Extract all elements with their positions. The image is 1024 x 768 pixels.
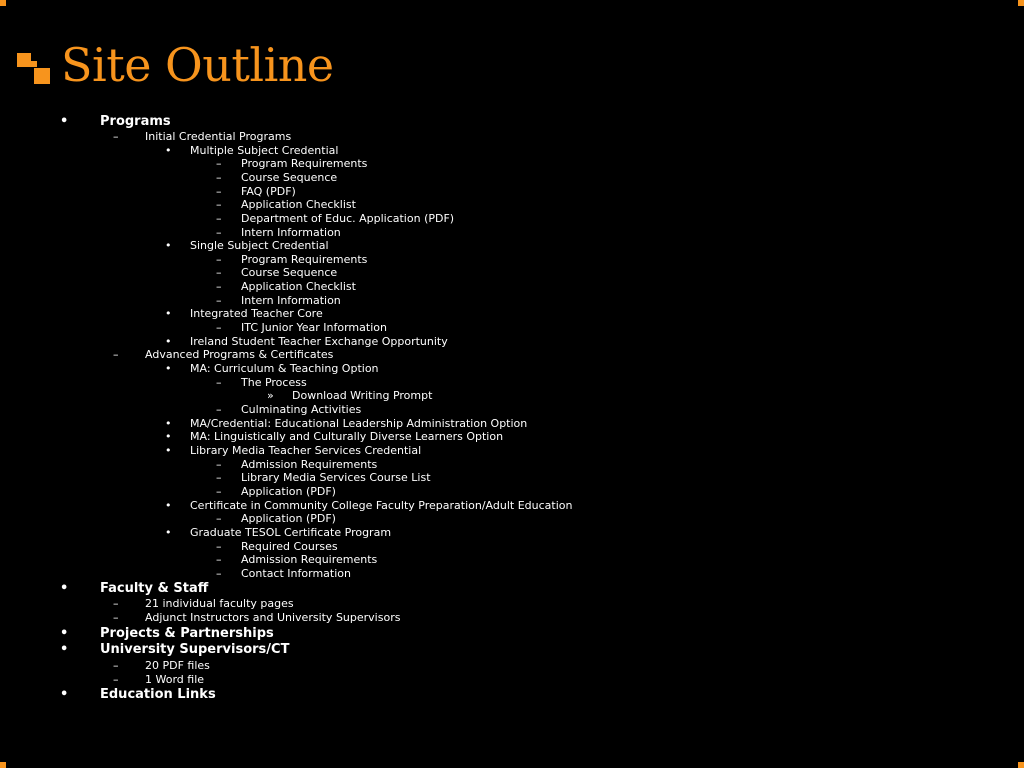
bullet-icon: • — [60, 114, 69, 129]
bullet-icon: • — [165, 417, 172, 430]
outline-item-label: Faculty & Staff — [100, 581, 209, 596]
outline-item-label: MA/Credential: Educational Leadership Administration Option — [190, 417, 528, 430]
outline-item-label: Graduate TESOL Certificate Program — [190, 526, 392, 539]
outline-item-label: Single Subject Credential — [190, 239, 329, 252]
outline-item-label: Intern Information — [241, 294, 341, 307]
dash-icon: – — [216, 321, 222, 334]
bullet-icon: • — [165, 526, 172, 539]
dash-icon: – — [113, 348, 119, 361]
bullet-icon: • — [165, 444, 172, 457]
dash-icon: – — [216, 253, 222, 266]
outline-item-label: MA: Curriculum & Teaching Option — [190, 362, 379, 375]
outline-item-label: Integrated Teacher Core — [190, 307, 323, 320]
bullet-icon: • — [165, 499, 172, 512]
outline-item-label: 20 PDF files — [145, 659, 210, 672]
outline-item-label: Programs — [100, 114, 171, 129]
outline-item-label: Department of Educ. Application (PDF) — [241, 212, 455, 225]
outline-item-label: Application Checklist — [241, 198, 356, 211]
outline-item-label: Education Links — [100, 687, 216, 702]
dash-icon: – — [216, 266, 222, 279]
outline-item-label: Ireland Student Teacher Exchange Opportunity — [190, 335, 448, 348]
dash-icon: – — [216, 485, 222, 498]
outline-item-label: Download Writing Prompt — [292, 389, 433, 402]
outline-item-label: Certificate in Community College Faculty Preparation/Adult Education — [190, 499, 573, 512]
outline-item-label: Application Checklist — [241, 280, 356, 293]
outline-item-label: Intern Information — [241, 226, 341, 239]
outline-item-label: University Supervisors/CT — [100, 642, 290, 657]
bullet-icon: • — [165, 144, 172, 157]
dash-icon: – — [216, 198, 222, 211]
bullet-icon: • — [165, 307, 172, 320]
outline-item-label: MA: Linguistically and Culturally Diverse Learners Option — [190, 430, 504, 443]
outline-item-label: 21 individual faculty pages — [145, 597, 294, 610]
bullet-icon: • — [60, 626, 69, 641]
outline-item-label: Admission Requirements — [241, 458, 378, 471]
dash-icon: – — [216, 403, 222, 416]
dash-icon: – — [113, 659, 119, 672]
outline-item-label: Admission Requirements — [241, 553, 378, 566]
outline-item-label: Program Requirements — [241, 157, 368, 170]
bullet-icon: • — [165, 239, 172, 252]
dash-icon: – — [216, 294, 222, 307]
page-title: Site Outline — [61, 38, 334, 92]
dash-icon: – — [113, 597, 119, 610]
outline-item-label: Library Media Services Course List — [241, 471, 431, 484]
outline-item-label: Projects & Partnerships — [100, 626, 274, 641]
outline-item-label: 1 Word file — [145, 673, 205, 686]
bullet-icon: • — [60, 687, 69, 702]
outline-item-label: Adjunct Instructors and University Supervisors — [145, 611, 401, 624]
outline-item-label: Course Sequence — [241, 266, 338, 279]
bullet-icon: • — [60, 642, 69, 657]
outline-item-label: Course Sequence — [241, 171, 338, 184]
dash-icon: – — [113, 130, 119, 143]
outline-item-label: Required Courses — [241, 540, 338, 553]
dash-icon: – — [216, 471, 222, 484]
raquo-icon: » — [267, 389, 274, 402]
dash-icon: – — [216, 540, 222, 553]
bullet-icon: • — [165, 335, 172, 348]
bullet-icon: • — [165, 430, 172, 443]
dash-icon: – — [113, 611, 119, 624]
outline-item-label: Initial Credential Programs — [145, 130, 292, 143]
dash-icon: – — [216, 171, 222, 184]
dash-icon: – — [216, 280, 222, 293]
outline-item-label: ITC Junior Year Information — [241, 321, 387, 334]
dash-icon: – — [216, 185, 222, 198]
dash-icon: – — [113, 673, 119, 686]
outline-item-label: Library Media Teacher Services Credential — [190, 444, 422, 457]
outline-item-label: Culminating Activities — [241, 403, 362, 416]
dash-icon: – — [216, 226, 222, 239]
outline-item-label: Application (PDF) — [241, 512, 336, 525]
dash-icon: – — [216, 567, 222, 580]
bullet-icon: • — [60, 581, 69, 596]
dash-icon: – — [216, 376, 222, 389]
outline-item-label: FAQ (PDF) — [241, 185, 296, 198]
dash-icon: – — [216, 553, 222, 566]
dash-icon: – — [216, 212, 222, 225]
outline-item-label: Multiple Subject Credential — [190, 144, 339, 157]
outline-item-label: Program Requirements — [241, 253, 368, 266]
outline-item-label: Advanced Programs & Certificates — [145, 348, 334, 361]
outline-item-label: The Process — [241, 376, 307, 389]
dash-icon: – — [216, 512, 222, 525]
outline-item-label: Contact Information — [241, 567, 351, 580]
dash-icon: – — [216, 458, 222, 471]
outline-item-label: Application (PDF) — [241, 485, 336, 498]
dash-icon: – — [216, 157, 222, 170]
bullet-icon: • — [165, 362, 172, 375]
